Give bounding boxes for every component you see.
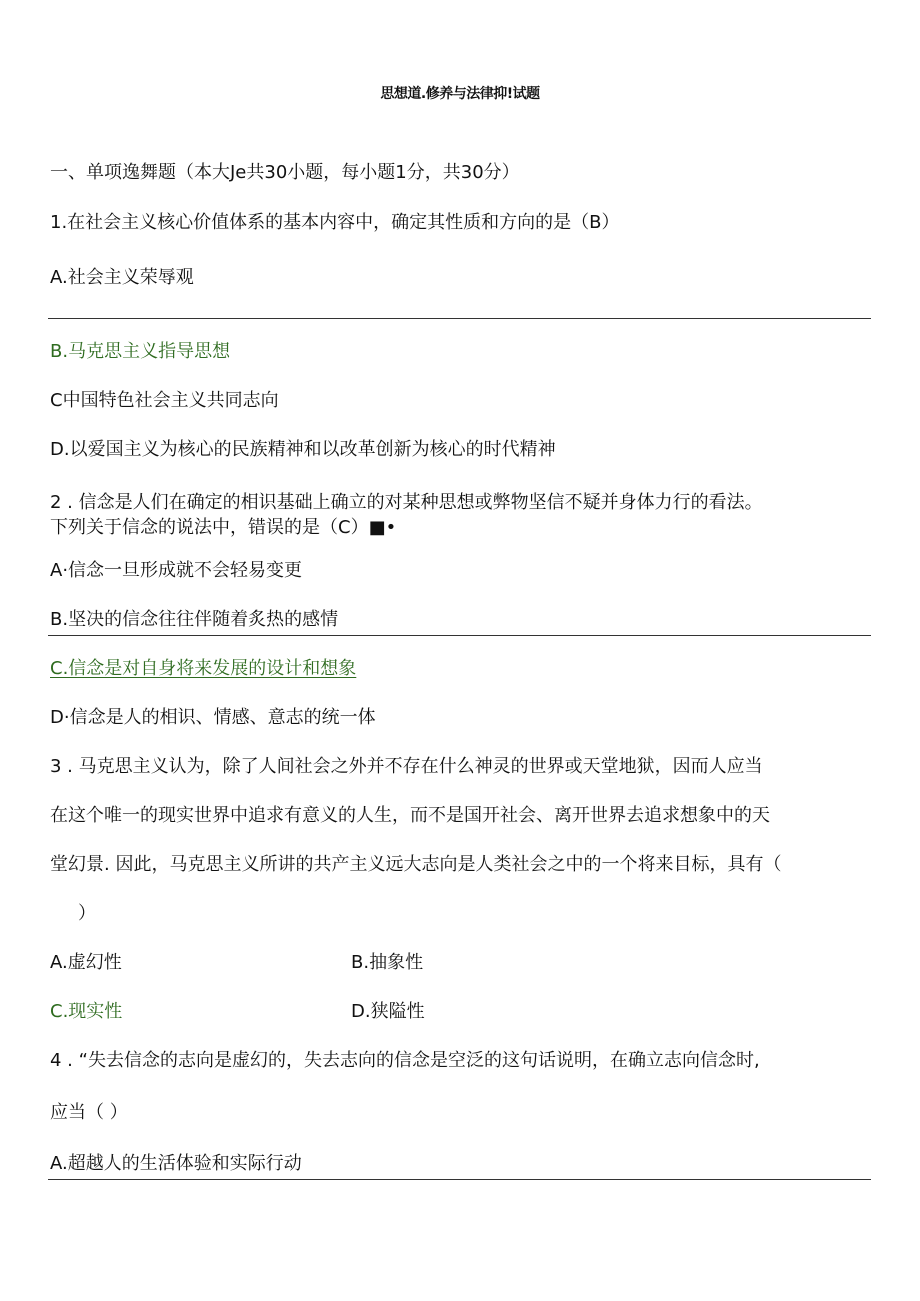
divider-line: [48, 318, 871, 319]
q2-stem-line1: 2 . 信念是人们在确定的相识基础上确立的对某种思想或弊物坚信不疑并身体力行的看法。: [50, 492, 763, 513]
divider-line: [48, 1179, 871, 1180]
q3-stem-line4: ）: [78, 903, 96, 924]
q1-option-d: D.以爱国主义为核心的民族精神和以改革创新为核心的时代精神: [50, 439, 556, 460]
q1-option-b: B.马克思主义指导思想: [50, 341, 231, 362]
q3-stem-line2: 在这个唯一的现实世界中追求有意义的人生，而不是国开社会、离开世界去追求想象中的天: [50, 805, 770, 826]
q2-stem-line2: 下列关于信念的说法中，错误的是（C）■•: [50, 517, 397, 538]
q1-option-c: C中国特色社会主义共同志向: [50, 390, 279, 411]
q4-stem-line2: 应当（ ）: [50, 1102, 128, 1123]
q3-option-b: B.抽象性: [351, 952, 424, 973]
q3-stem-line3: 堂幻景. 因此，马克思主义所讲的共产主义远大志向是人类社会之中的一个将来目标，具有（: [50, 854, 782, 875]
q3-option-c: C.现实性: [50, 1001, 123, 1022]
q3-option-d: D.狭隘性: [351, 1001, 425, 1022]
q4-stem-line1: 4 . “失去信念的志向是虚幻的，失去志向的信念是空泛的这句话说明，在确立志向信念时,: [50, 1050, 760, 1071]
divider-line: [48, 635, 871, 636]
q1-option-a: A.社会主义荣辱观: [50, 267, 194, 288]
q2-option-a: A·信念一旦形成就不会轻易变更: [50, 560, 303, 581]
q3-option-a: A.虚幻性: [50, 952, 122, 973]
q2-option-b: B.坚决的信念往往伴随着炙热的感情: [50, 609, 339, 630]
q2-option-d: D·信念是人的相识、情感、意志的统一体: [50, 707, 376, 728]
section-heading: 一、单项逸舞题（本大Je共30小题，每小题1分，共30分）: [50, 162, 520, 183]
q3-stem-line1: 3 . 马克思主义认为，除了人间社会之外并不存在什么神灵的世界或天堂地狱，因而人应当: [50, 756, 763, 777]
q2-option-c: C.信念是对自身将来发展的设计和想象: [50, 658, 357, 679]
q1-stem: 1.在社会主义核心价值体系的基本内容中，确定其性质和方向的是（B）: [50, 212, 620, 233]
q4-option-a: A.超越人的生活体验和实际行动: [50, 1153, 302, 1174]
document-title: 思想道.修养与法律抑!试题: [380, 86, 540, 102]
